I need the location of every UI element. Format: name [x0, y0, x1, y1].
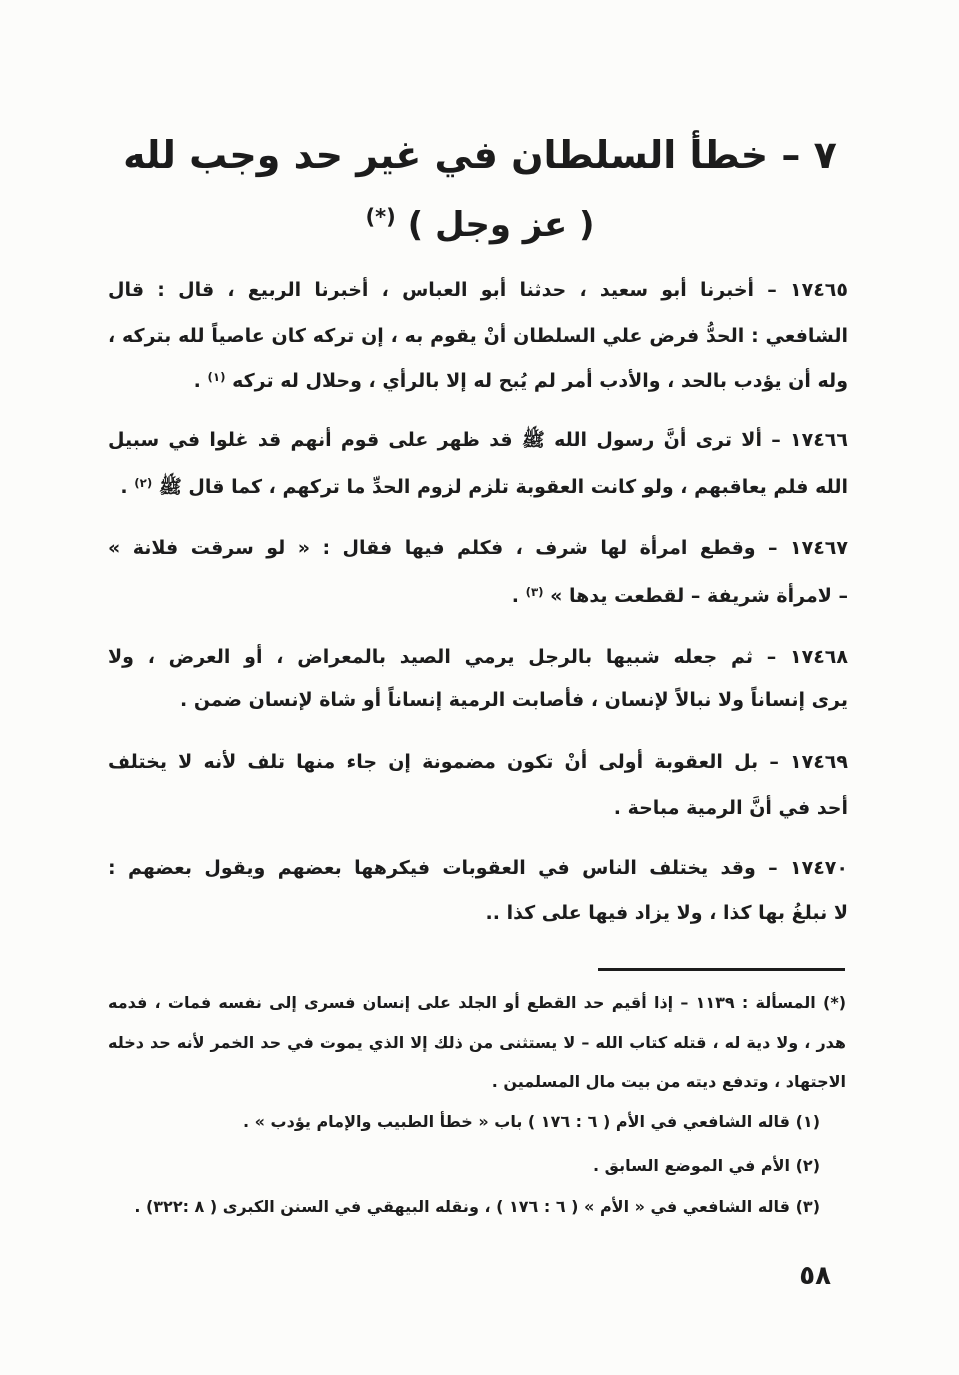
chapter-subtitle-text: ( عز وجل ) [407, 205, 595, 245]
line-text: ١٧٤٦٩ – بل العقوبة أولى أنْ تكون مضمونة إن جاء منها تلف لأنه لا يختلف [108, 751, 848, 773]
line-text: الله فلم يعاقبهم ، ولو كانت العقوبة تلزم لزوم الحدِّ ما تركهم ، كما قال ﷺ [158, 476, 848, 498]
line-text: أحد في أنَّ الرمية مباحة . [613, 797, 848, 819]
line-text: ١٧٤٦٨ – ثم جعله شبيها بالرجل يرمي الصيد بالمعراض ، أو العرض ، ولا [108, 646, 848, 668]
paragraph-line [108, 467, 848, 507]
footnote-line [108, 1067, 846, 1097]
page-number [799, 1258, 831, 1294]
footnote-ref: (٢) [134, 475, 153, 490]
footnote-ref: (١) [207, 369, 226, 384]
paragraph-line [108, 680, 848, 720]
paragraph-line [108, 788, 848, 828]
line-end: . [120, 476, 128, 498]
line-text: – لامرأة شريفة – لقطعت يدها » [550, 585, 848, 607]
footnote-2 [108, 1151, 820, 1181]
footnote-ref: (٣) [525, 584, 544, 599]
footnote-text: الاجتهاد ، وتدفع ديته من بيت مال المسلمين . [491, 1072, 846, 1091]
footnote-text: (٣) قاله الشافعي في « الأم » ( ٦ : ١٧٦ ) ، ونقله البيهقي في السنن الكبرى ( ٨ :٣٢٢) . [134, 1197, 820, 1216]
footnote-text: (١) قاله الشافعي في الأم ( ٦ : ١٧٦ ) باب « خطأ الطبيب والإمام يؤدب » . [242, 1112, 820, 1131]
footnote-separator [598, 968, 845, 971]
paragraph-line [108, 742, 848, 782]
chapter-title [110, 130, 850, 180]
line-text: ١٧٤٦٧ – وقطع امرأة لها شرف ، فكلم فيها فقال : « لو سرقت فلانة » [108, 537, 848, 559]
paragraph-line [108, 637, 848, 677]
line-end: . [193, 370, 201, 392]
footnote-text: (٢) الأم في الموضع السابق . [593, 1156, 820, 1175]
paragraph-line [108, 893, 848, 933]
paragraph-line [108, 316, 848, 356]
paragraph-line [108, 528, 848, 568]
footnote-3 [108, 1192, 820, 1222]
chapter-subtitle [110, 200, 850, 250]
line-text: ١٧٤٦٦ – ألا ترى أنَّ رسول الله ﷺ قد ظهر على قوم أنهم قد غلوا في سبيل [108, 429, 848, 451]
paragraph-line [108, 576, 848, 616]
line-text: وله أن يؤدب بالحد ، والأدب أمر لم يُبح له إلا بالرأي ، وحلال له تركه [232, 370, 848, 392]
line-text: يرى إنساناً ولا نبالاً لإنسان ، فأصابت الرمية إنساناً أو شاة لإنسان ضمن . [179, 689, 848, 711]
page-number-text: ٥٨ [799, 1261, 831, 1291]
footnote-line [108, 1028, 846, 1058]
paragraph-line [108, 420, 848, 460]
line-text: ١٧٤٧٠ – وقد يختلف الناس في العقوبات فيكرهها بعضهم ويقول بعضهم : [108, 857, 848, 879]
footnote-text: هدر ، ولا دية له ، قتله كتاب الله – لا يستثنى من ذلك إلا الذي يموت في حد الخمر لأنه حد دخله [108, 1033, 846, 1052]
line-text: ١٧٤٦٥ – أخبرنا أبو سعيد ، حدثنا أبو العباس ، أخبرنا الربيع ، قال : قال [108, 279, 848, 301]
subtitle-footnote-ref: (*) [365, 204, 396, 230]
footnote-text: (*) المسألة : ١١٣٩ – إذا أقيم حد القطع أو الجلد على إنسان فسرى إلى نفسه فمات ، فدمه [108, 993, 847, 1012]
footnote-line [108, 988, 846, 1018]
paragraph-line [108, 361, 848, 401]
chapter-title-text: ٧ – خطأ السلطان في غير حد وجب لله [123, 133, 837, 177]
line-text: لا نبلغُ بها كذا ، ولا يزاد فيها على كذا .. [485, 902, 848, 924]
line-end: . [511, 585, 519, 607]
line-text: الشافعي : الحدُّ فرض علي السلطان أنْ يقوم به ، إن تركه كان عاصياً لله بتركه ، [108, 325, 848, 347]
footnote-1 [108, 1107, 820, 1137]
paragraph-line [108, 270, 848, 310]
paragraph-line [108, 848, 848, 888]
